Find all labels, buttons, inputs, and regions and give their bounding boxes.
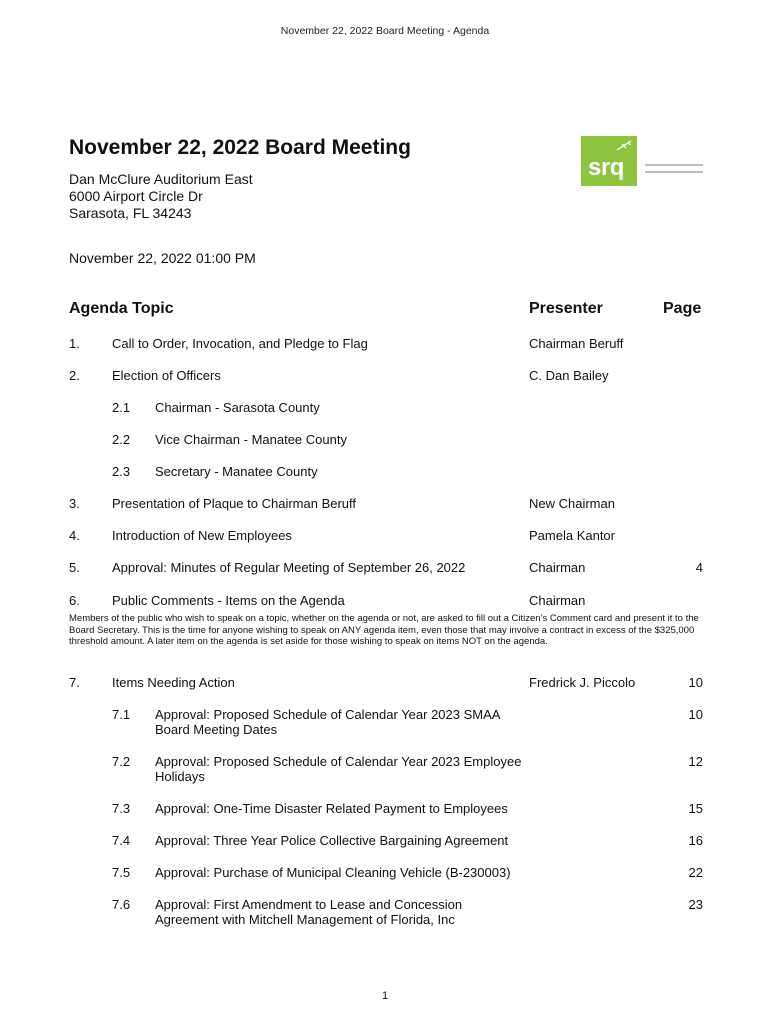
item-number: 7.2	[112, 754, 131, 769]
item-number: 7.3	[112, 801, 131, 816]
item-text: Presentation of Plaque to Chairman Beruff	[112, 496, 357, 511]
item-page: 10	[688, 675, 703, 690]
item-page: 23	[688, 897, 703, 912]
column-header-presenter: Presenter	[529, 300, 603, 317]
item-text: Approval: Minutes of Regular Meeting of September 26, 2022	[112, 560, 466, 575]
item-text: Election of Officers	[112, 368, 221, 383]
item-page: 22	[688, 865, 703, 880]
item-number: 2.3	[112, 464, 131, 479]
item-page: 12	[688, 754, 703, 769]
column-header-topic: Agenda Topic	[69, 300, 174, 317]
item-text: Introduction of New Employees	[112, 528, 292, 543]
page-number: 1	[381, 990, 389, 1002]
item-presenter: Chairman	[529, 593, 586, 608]
airplane-icon	[616, 139, 632, 153]
item-presenter: Chairman	[529, 560, 586, 575]
item-presenter: Pamela Kantor	[529, 528, 615, 543]
item-number: 2.1	[112, 400, 131, 415]
item-presenter: C. Dan Bailey	[529, 368, 609, 383]
item-page: 10	[688, 707, 703, 722]
item-text: Call to Order, Invocation, and Pledge to Flag	[112, 336, 368, 351]
item-text: Approval: Proposed Schedule of Calendar Year 2023 Employee Holidays	[155, 754, 522, 784]
item-number: 2.2	[112, 432, 131, 447]
item-page: 16	[688, 833, 703, 848]
item-text: Public Comments - Items on the Agenda	[112, 593, 345, 608]
item-presenter: Fredrick J. Piccolo	[529, 675, 636, 690]
public-comment-note: Members of the public who wish to speak on a topic, whether on the agenda or not, are asked to fill out a Citizen’s Comment card and present it to the Board Secretary. This is the time for anyone wishing to speak on ANY agenda item, even those that may involve a contract in excess of the $325,000 threshold amount. A later item on the agenda is set aside for those wishing to speak on items NOT on the agenda.	[69, 613, 699, 647]
item-page: 4	[695, 560, 703, 575]
item-presenter: Chairman Beruff	[529, 336, 624, 351]
item-text: Approval: Three Year Police Collective Bargaining Agreement	[155, 833, 509, 848]
item-text: Items Needing Action	[112, 675, 235, 690]
item-text: Approval: Purchase of Municipal Cleaning Vehicle (B-230003)	[155, 865, 511, 880]
item-text: Vice Chairman - Manatee County	[155, 432, 347, 447]
item-text: Approval: One-Time Disaster Related Payment to Employees	[155, 801, 508, 816]
address-line-street: 6000 Airport Circle Dr	[69, 188, 203, 204]
column-header-page: Page	[663, 300, 702, 317]
item-text: Approval: Proposed Schedule of Calendar Year 2023 SMAA Board Meeting Dates	[155, 707, 500, 737]
item-presenter: New Chairman	[529, 496, 615, 511]
meeting-datetime: November 22, 2022 01:00 PM	[69, 250, 256, 266]
item-text: Chairman - Sarasota County	[155, 400, 320, 415]
item-number: 1.	[69, 336, 80, 351]
item-number: 7.5	[112, 865, 131, 880]
item-number: 7.	[69, 675, 80, 690]
logo-text: srq	[588, 154, 624, 181]
address-line-city: Sarasota, FL 34243	[69, 205, 192, 221]
srq-logo	[581, 136, 637, 186]
item-number: 7.6	[112, 897, 131, 912]
item-number: 7.1	[112, 707, 131, 722]
item-text: Approval: First Amendment to Lease and Concession Agreement with Mitchell Management of Florida, Inc	[155, 897, 463, 927]
item-number: 5.	[69, 560, 80, 575]
item-number: 4.	[69, 528, 80, 543]
item-text: Secretary - Manatee County	[155, 464, 318, 479]
logo-wordmark	[645, 164, 703, 178]
item-number: 3.	[69, 496, 80, 511]
item-number: 7.4	[112, 833, 131, 848]
page-title: November 22, 2022 Board Meeting	[69, 136, 411, 159]
address-line-venue: Dan McClure Auditorium East	[69, 171, 253, 187]
item-number: 2.	[69, 368, 80, 383]
running-header: November 22, 2022 Board Meeting - Agenda	[280, 25, 490, 37]
item-number: 6.	[69, 593, 80, 608]
item-page: 15	[688, 801, 703, 816]
